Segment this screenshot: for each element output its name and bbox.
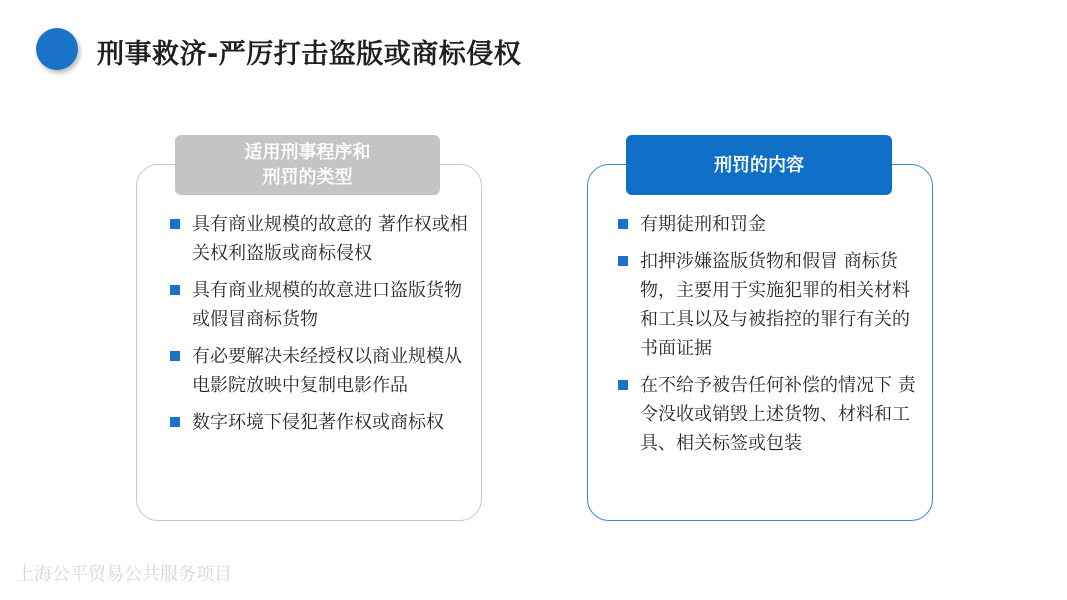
list-item-text: 在不给予被告任何补偿的情况下 责令没收或销毁上述货物、材料和工具、相关标签或包装	[640, 375, 916, 454]
list-item-text: 扣押涉嫌盗版货物和假冒 商标货物，主要用于实施犯罪的相关材料和工具以及与被指控的罪行有关的书面证据	[640, 251, 910, 359]
list-item-text: 数字环境下侵犯著作权或商标权	[192, 412, 444, 433]
left-panel-header	[175, 135, 440, 195]
square-bullet-icon	[618, 380, 628, 390]
slide-title: 刑事救济-严厉打击盗版或商标侵权	[97, 39, 522, 70]
left-bullet-list	[168, 210, 468, 445]
footer-watermark: 上海公平贸易公共服务项目	[16, 564, 232, 585]
left-panel-header-line2: 刑罚的类型	[262, 167, 353, 188]
square-bullet-icon	[170, 417, 180, 427]
list-item	[616, 210, 916, 239]
square-bullet-icon	[170, 285, 180, 295]
list-item	[616, 247, 916, 363]
square-bullet-icon	[170, 219, 180, 229]
list-item	[616, 371, 916, 458]
square-bullet-icon	[618, 256, 628, 266]
list-item	[168, 342, 468, 400]
list-item	[168, 408, 468, 437]
right-bullet-list	[616, 210, 916, 466]
square-bullet-icon	[618, 219, 628, 229]
list-item	[168, 210, 468, 268]
right-panel-header	[626, 135, 892, 195]
list-item-text: 有必要解决未经授权以商业规模从电影院放映中复制电影作品	[192, 346, 462, 396]
list-item-text: 具有商业规模的故意的 著作权或相关权利盗版或商标侵权	[192, 214, 468, 264]
left-panel-header-line1: 适用刑事程序和	[244, 142, 371, 163]
list-item-text: 具有商业规模的故意进口盗版货物或假冒商标货物	[192, 280, 462, 330]
title-bullet-circle	[36, 28, 78, 70]
list-item	[168, 276, 468, 334]
list-item-text: 有期徒刑和罚金	[640, 214, 766, 235]
right-panel-header-text: 刑罚的内容	[714, 154, 804, 176]
square-bullet-icon	[170, 351, 180, 361]
